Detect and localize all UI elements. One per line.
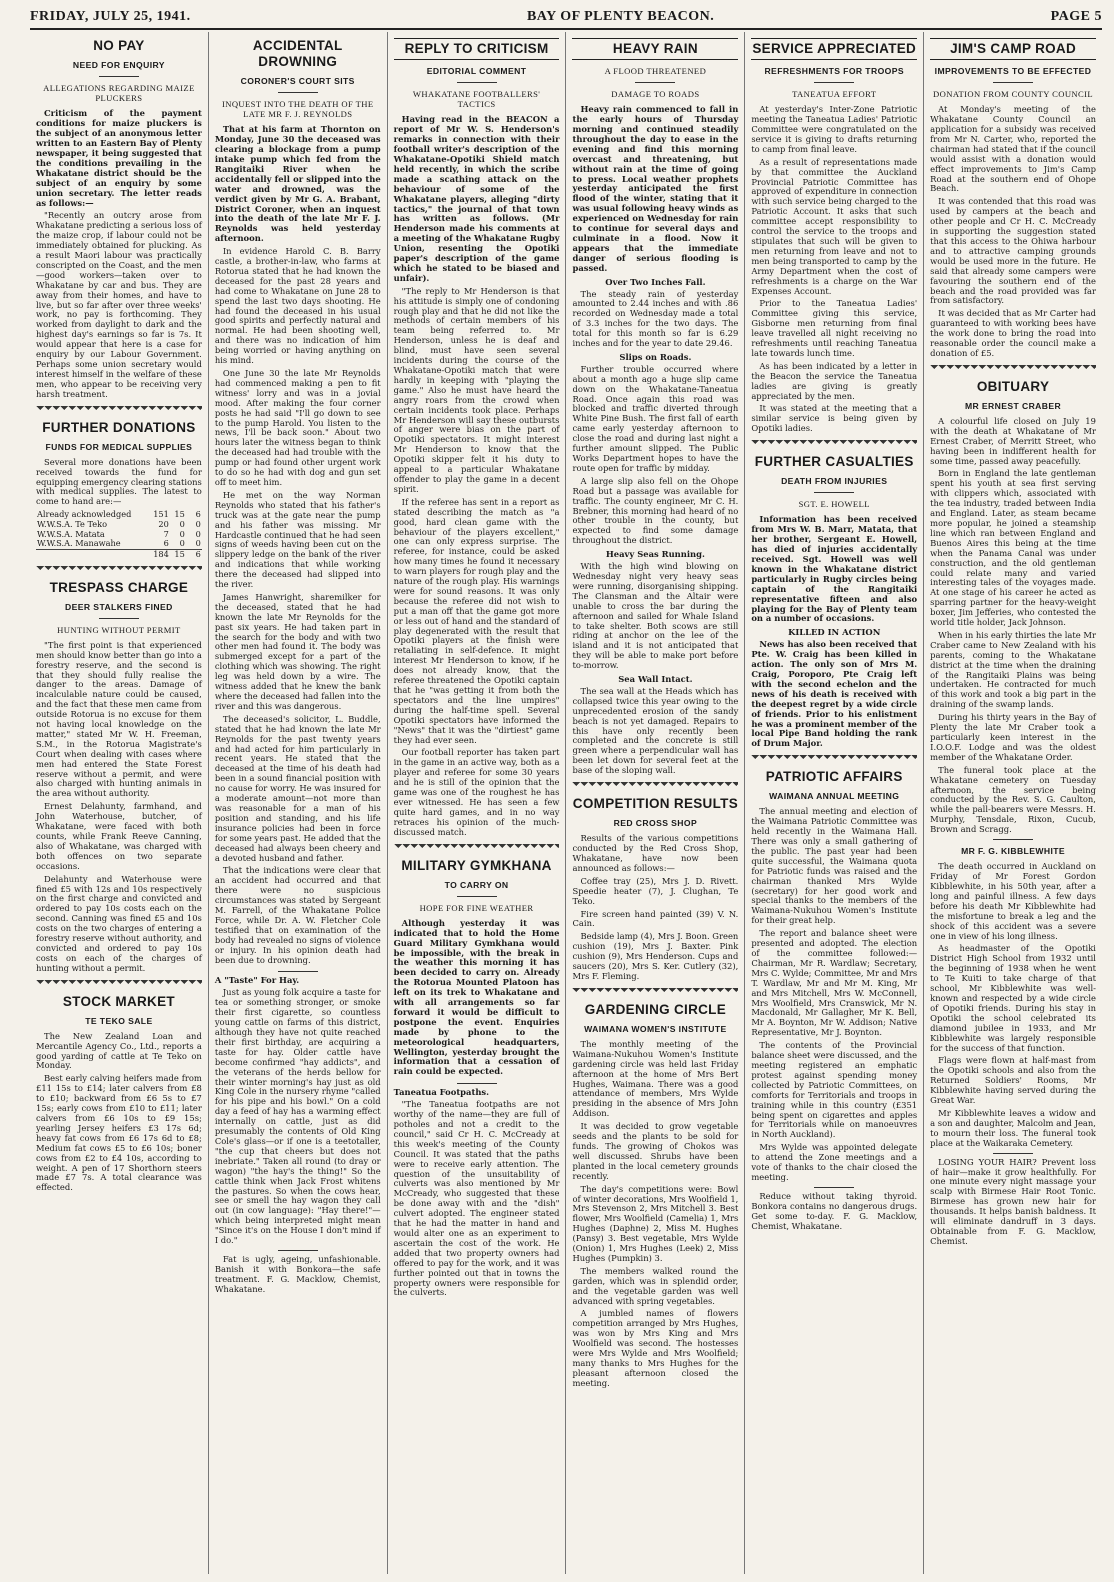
pounds: 151 (153, 509, 169, 520)
subheadline: CORONER'S COURT SITS (240, 75, 355, 86)
zigzag-divider (36, 980, 202, 988)
subheadline: REFRESHMENTS FOR TROOPS (764, 65, 904, 76)
paragraph: The day's competitions were: Bowl of winter decorations, Mrs Woolfield 1, Mrs Stevenson 2, Mrs Mitchell 3. Best flower, Mrs Woolfield (Camelia) 1, Mrs Hughes (Daphne) 2, Miss M. Hughes (Pansy) 3. Best vegetable, Mrs Wylde (Onion) 1, Mrs Hughes (Leek) 2, Miss Hughes (Pumpkin) 3. (572, 1183, 739, 1263)
article-service-appreciated (751, 38, 917, 434)
paragraph: The sea wall at the Heads which has collapsed twice this year owing to the unprecedented erosion of the sandy beach is not yet damaged. Repairs to this have only recently been completed and the concrete is still green where a perpendicular wall has been let down for several feet at the base of the sloping wall. (572, 685, 739, 776)
subheadline: TANEATUA EFFORT (792, 89, 877, 100)
article-jims-camp-road (930, 38, 1096, 359)
paragraph: Prior to the Taneatua Ladies' Committee giving this service, Gisborne men returning from final leave travelled all night receiving no refreshments until reaching Taneatua late towards lunch time. (751, 298, 918, 358)
headline: OBITUARY (976, 378, 1050, 394)
paragraph: "The reply to Mr Henderson is that his attitude is simply one of condoning rough play and that he did not like the methods of certain members of his team being referred to. Mr Henderson, unless he is deaf and blind, must have seen several incidents during the course of the Whakatane-Opotiki match that were hardly in keeping with "playing the game." Also he must have heard the angry roars from the crowd when certain incidents took place. Perhaps Mr Henderson will say these outbursts of anger were bias on the part of Opotiki spectators. It might interest Mr Henderson to know that the Opotiki skipper felt it his duty to appeal to a particular Whakatane offender to play the game in a decent spirit. (393, 285, 560, 494)
divider (457, 896, 497, 897)
subheadline: HOPE FOR FINE WEATHER (419, 902, 534, 913)
paragraph: Results of the various competitions conducted by the Red Cross Shop, Whakatane, have now been announced as follows:— (572, 833, 739, 873)
headline: MILITARY GYMKHANA (401, 857, 552, 873)
divider (993, 1153, 1033, 1154)
divider (278, 92, 318, 93)
subheadline: INQUEST INTO THE DEATH OF THE LATE MR F. J. REYNOLDS (221, 98, 374, 120)
headline: REPLY TO CRITICISM (394, 38, 560, 60)
headline: COMPETITION RESULTS (572, 796, 738, 812)
paragraph: One June 30 the late Mr Reynolds had commenced making a pen to fit witness' lorry and was in a jovial mood. After making the four corner posts he had said "I'll go down to see to the pump Harold. You listen to the news, I'll be back soon." About two hours later the witness began to think the deceased had had trouble with the pump or had found other urgent work to do so he had with dog and gun set off to meet him. (214, 368, 381, 487)
headline: TRESPASS CHARGE (49, 579, 189, 595)
zigzag-divider (572, 782, 738, 790)
paragraph: Mrs Wylde was appointed delegate to attend the Zone meetings and a vote of thanks to the chair closed the meeting. (751, 1142, 918, 1182)
paragraph: Born in England the late gentleman spent his youth at sea first serving with clippers which, associated with the tea industry, traded between India and England. Later, as steam became more popular, he joined a steamship line which ran between England and Buenos Aires this being at the time when the Panama Canal was under construction, and the old gentleman could relate many and varied interesting tales of the voyages made. At one stage of his career he acted as sparring partner for the heavy-weight boxer, Jim Jefferies, who contested the world title holder, Jack Johnson. (930, 468, 1096, 628)
paragraph: It was decided to grow vegetable seeds and the plants to be sold for funds. The growing of Chokos was well discussed. Shrubs have been planted in the local cemetery grounds recently. (572, 1121, 739, 1181)
row-label: W.W.S.A. Te Teko (37, 518, 108, 529)
paragraph: In evidence Harold C. B. Barry castle, a brother-in-law, who farms at Rotorua stated that he had known the deceased for the past 28 years and had come to Whakatane on June 28 to spend the last two days shooting. He had found the deceased in his usual good spirits and perfectly natural and normal. He had been shooting well, and there was no indication of him being worried or having anything on his mind. (214, 246, 381, 366)
subheadline: EDITORIAL COMMENT (426, 65, 527, 76)
article-stock-market (36, 994, 202, 1194)
section-heading: Over Two Inches Fall. (605, 276, 706, 287)
subheadline: WAIMANA WOMEN'S INSTITUTE (584, 1023, 727, 1034)
paragraph: Best early calving heifers made from £11 15s to £14; later calvers from £8 to £10; backward from £6 5s to £7 15s; early cows from £10 to £11; later calvers from £6 10s to £9 15s; yearling Jersey heifers £3 17s 6d; heavy fat cows from £6 17s 6d to £8; Medium fat cows £5 to £6 10s; boner cows from £2 to £4 10s, according to weight. A pen of 17 Shorthorn steers made £7 7s. A total clearance was effected. (36, 1073, 202, 1193)
subheadline: DONATION FROM COUNTY COUNCIL (933, 89, 1094, 100)
article-gardening-circle (572, 1002, 738, 1389)
paragraph: Fire screen hand painted (39) V. N. Cain. (572, 908, 739, 929)
masthead-date: FRIDAY, JULY 25, 1941. (30, 9, 191, 24)
paragraph: Heavy rain commenced to fall in the early hours of Thursday morning and continued steadily throughout the day to ease in the evening and find this morning overcast and threatening, but without rain at the time of going to press. Local weather prophets yesterday anticipated the first flood of the winter, stating that it was usual following heavy winds as experienced on Wednesday for rain to continue for several days and culminate in a flood. Now it appears that the immediate danger of serious flooding is passed. (572, 104, 739, 273)
paragraph: Coffee tray (25), Mrs J. D. Rivett. Speedie heater (7), J. Clughan, Te Teko. (572, 875, 739, 906)
paragraph: The death occurred in Auckland on Friday of Mr Forest Gordon Kibblewhite, in his 50th year, after a long and painful illness. A few days before his death Mr Kibblewhite had the misfortune to break a leg and the shock of this accident was a severe one in view of his long illness. (930, 861, 1096, 941)
subheadline: NEED FOR ENQUIRY (72, 59, 165, 70)
subheadline: DEATH FROM INJURIES (781, 476, 888, 487)
paragraph: "Recently an outcry arose from Whakatane predicting a serious loss of the maize crop, if labour could not be immediately obtained for plucking. As a result Maori labour was practically conscripted on the Coast, and the men—good workers—taken over to Whakatane by car and bus. They are away from their homes, and have to live, but so far after over three weeks' work, no pay is forthcoming. They worked from daylight to dark and the highest day's earnings so far is 7s. It would appear that here is a case for enquiry by our Labour Government. Perhaps some union secretary would interest himself in the welfare of these men, who appear to be receiving very harsh treatment. (36, 210, 202, 399)
column-1 (30, 32, 209, 1574)
headline: ACCIDENTAL DROWNING (252, 38, 343, 69)
divider (814, 82, 854, 83)
section-title: A "Taste" For Hay. (214, 975, 300, 986)
subheadline: RED CROSS SHOP (613, 818, 698, 829)
zigzag-divider (394, 844, 560, 852)
subheadline: MR ERNEST CRABER (964, 400, 1062, 411)
table-total-row (36, 549, 202, 559)
paragraph: "The first point is that experienced men should know better than go into a forestry reserve, and the second is that they should fully realise the danger to the areas. Damage of incalculable nature could be caused, and the fact that these men came from outside Rotorua is no excuse for them not having local knowledge on the matter," stated Mr W. H. Freeman, S.M., in the Rotorua Magistrate's Court when dealing with cases where men had entered the State Forest reserve without a permit, and were also charged with hunting animals in the area without authority. (36, 639, 202, 799)
paragraph: It was decided that as Mr Carter had guaranteed to with working bees have the work done to bring the road into reasonable order the council make a donation of £5. (930, 308, 1096, 358)
row-label: W.W.S.A. Matata (37, 528, 105, 539)
subheadline: WHAKATANE FOOTBALLERS' TACTICS (412, 89, 541, 110)
article-further-casualties (751, 454, 917, 749)
masthead-page: PAGE 5 (1050, 9, 1102, 24)
subheadline: IMPROVEMENTS TO BE EFFECTED (934, 65, 1092, 76)
zigzag-divider (36, 566, 202, 574)
paragraph: James Hanwright, sharemilker for the deceased, stated that he had known the late Mr Reynolds for the past six years. He had taken part in the search for the body and with two other men had found it. The body was submerged except for a part of the clothing which was showing. The right leg was held down by a wire. The witness added that he knew the bank where the deceased had fallen into the river and this was dangerous. (214, 591, 381, 711)
divider (278, 1250, 318, 1251)
article-heavy-rain (572, 38, 738, 776)
paragraph: At yesterday's Inter-Zone Patriotic meeting the Taneatua Ladies' Patriotic Committee were congratulated on the service it is giving to drafts returning to camp from final leave. (751, 104, 918, 154)
paragraph: If the referee has sent in a report as stated describing the match as "a good, hard clean game with the behaviour of the players excellent," one can only express surprise. The referee, for instance, could be asked how many times he found it necessary to warn players for rough play and the nature of the rough play. His warnings were for sound reasons. It was only because the referee did not wish to put a man off that the game got more or less out of hand and the standard of play degenerated with the result that Opotiki players at the finish were retaliating in self-defence. It might interest Mr Henderson to know, if he does not already know, that the referee threatened the Opotiki captain that he "was getting it from both the spectators and the line umpires" during the half-time spell. Several Opotiki spectators have informed the "News" that it was the "dirtiest" game they had ever seen. (393, 496, 560, 745)
pounds: 6 (163, 538, 169, 549)
paragraph: The contents of the Provincial balance sheet were discussed, and the meeting registered an emphatic protest against spending money collected by Patriotic Committees, on comforts for Territorials and troops in training while in this country (£351 being spent on cigarettes and apples for Territorials while on manoeuvres in North Auckland). (751, 1040, 918, 1140)
divider (993, 82, 1033, 83)
paragraph: Mr Kibblewhite leaves a widow and a son and daughter, Malcolm and Jean, to mourn their loss. The funeral took place at the Waikaraka Cemetery. (930, 1107, 1096, 1148)
divider (278, 971, 318, 972)
paragraph: Ernest Delahunty, farmhand, and John Waterhouse, butcher, of Whakatane, were faced with both counts, while Frank Reeve Canning, also of Whakatane, was charged with both offences on two separate occasions. (36, 801, 202, 871)
column-2 (209, 32, 388, 1574)
article-military-gymkhana (394, 858, 560, 1078)
paragraph: As headmaster of the Opotiki District High School from 1932 until the beginning of 1938 when he went to Te Kuiti to take charge of that school, Mr Kibblewhite was well-known and respected by a wide circle of Opotiki friends. During his stay in Opotiki the school celebrated its diamond jubilee in 1933, and Mr Kibblewhite was largely responsible for the success of that function. (930, 943, 1096, 1053)
paragraph: At Monday's meeting of the Whakatane County Council an application for a subsidy was received from Mr N. Carter, who, reported the chairman had stated that if the council would assist with a donation would effect improvements to Jim's Camp Road at the southern end of Ohope Beach. (930, 104, 1096, 194)
paragraph: It was contended that this road was used by campers at the beach and other people and Cr H. C. McCready in supporting the suggestion stated that this access to the Ohiwa harbour and to attractive camping grounds would be used more in the future. He said that already some campers were favouring the southern end of the beach and the road provided was far from satisfactory. (930, 196, 1096, 306)
subheadline: A FLOOD THREATENED (604, 65, 707, 76)
paragraph: The steady rain of yesterday amounted to 2.44 inches and with .86 recorded on Wednesday made a total of 3.3 inches for the two days. The total for this month so far is 6.29 inches and for the year to date 29.46. (572, 288, 739, 349)
divider (635, 82, 675, 83)
zigzag-divider (930, 365, 1096, 373)
section-title: Taneatua Footpaths. (393, 1087, 490, 1098)
divider (993, 839, 1033, 840)
paragraph: News has also been received that Pte. W. Craig has been killed in action. The only son of Mrs M. Craig, Poroporo, Pte Craig left with the second echelon and the news of his death is received with the deepest regret by a wide circle of friends. Prior to his enlistment he was a prominent member of the local Pipe Band holding the rank of Drum Major. (751, 639, 918, 749)
article-further-donations (36, 420, 202, 560)
masthead (30, 6, 1102, 30)
paragraph: The annual meeting and election of the Waimana Patriotic Committee was held recently in the Waimana Hall. There was only a small gathering of the public. The past year had been quite successful, the Waimana quota for Patriotic funds was raised and the chairman thanked Mrs Wylde (secretary) for her good work and special thanks to the members of the Waimana-Nukuhou Women's Institute for their great help. (751, 806, 918, 926)
paragraph: A colourful life closed on July 19 with the death at Whakatane of Mr Ernest Craber, of Merritt Street, who having been in indifferent health for some time, passed away peacefully. (930, 415, 1096, 466)
paragraph: The report and balance sheet were presented and adopted. The election of the committee followed:—Chairman, Mr R. Wardlaw; Secretary, Mrs C. Wylde; Committee, Mr and Mrs T. Wardlaw, Mr and Mr M. King, Mr and Mrs Mitchell, Mrs W. McConnell, Mrs Woolfield, Mrs Cranswick, Mr N. Macdonald, Mr Gallagher, Mr K. Bell, Mr A. Boynton, Mr W. Addison; Native Representative, Mr J. Boynton. (751, 928, 918, 1038)
paragraph: Bedside lamp (4), Mrs J. Boon. Green cushion (19), Mrs J. Baxter. Pink cushion (9), Mrs Henderson. Cups and saucers (20), Mrs S. Ker. Cutlery (32), Mrs F. Fleming. (572, 931, 739, 981)
pence: 0 (195, 528, 201, 539)
pounds: 20 (158, 518, 169, 529)
advertisement: LOSING YOUR HAIR? Prevent loss of hair—make it grow healthfully. For one minute every night massage your scalp with Birmese Hair Root Tonic. Birmese has grown new hair for thousands. It helps banish baldness. It will eliminate dandruff in 3 days. Obtainable from F. G. Macklow, Chemist. (930, 1156, 1096, 1246)
paragraph: Just as young folk acquire a taste for tea or something stronger, or smoke their first cigarette, so countless young cattle on farms of this district, although they have not quite reached their first birthday, are acquiring a taste for hay. Older cattle have become confirmed "hay addicts", and the veterans of the herds bellow for their winter morning's hay just as old King Cole in the nursery rhyme "called for his pipe and his bowl." On a cold day a feed of hay has a warming effect internally on cattle, just as did presumably the contents of Old King Cole's glass—or if one is a teetotaller, "the cup that cheers but does not inebriate." Taken all round (to dray or wagon) "the hay's the thing!" So the cattle think when Jack Frost whitens the pastures. So when the cows hear, see or smell the hay wagon they call out (in cow language): "Hay there!"—which being interpreted might mean "Since it's on the House I don't mind if I do." (214, 987, 381, 1246)
row-label: Already acknowledged (37, 509, 132, 520)
divider (99, 618, 139, 619)
paragraph: The members walked round the garden, which was in splendid order, and the vegetable garden was well advanced with spring vegetables. (572, 1265, 739, 1306)
paragraph: When in his early thirties the late Mr Craber came to New Zealand with his parents, coming to the Whakatane district at the time when the draining of the Rangitaiki Plains was being undertaken. He contracted for much of this work and took a big part in the draining of the swamp lands. (930, 629, 1096, 710)
divider (99, 76, 139, 77)
headline: FURTHER CASUALTIES (754, 454, 914, 470)
section-heading: Heavy Seas Running. (605, 549, 705, 560)
column-5 (745, 32, 924, 1574)
pounds: 184 (153, 548, 169, 559)
article-taste-for-hay (215, 976, 381, 1294)
masthead-title: BAY OF PLENTY BEACON. (526, 9, 715, 24)
section-heading: KILLED IN ACTION (788, 627, 881, 638)
table-row (36, 539, 202, 549)
paragraph: That the indications were clear that an accident had occurred and that there were no suspicious circumstances was stated by Sergeant M. Farrell, of the Whakatane Police Force, while Dr. A. W. Fletcher Cole testified that on examination of the body had revealed no signs of violence or injury. In his opinion death had been due to drowning. (214, 865, 381, 965)
paragraph: It was stated at the meeting that a similar service is being given by Opotiki ladies. (751, 403, 918, 434)
zigzag-divider (36, 406, 202, 414)
subheadline: TE TEKO SALE (85, 1015, 153, 1026)
headline: FURTHER DONATIONS (42, 419, 196, 435)
paragraph: As has been indicated by a letter in the Beacon the service the Taneatua ladies are giving is greatly appreciated by the men. (751, 360, 918, 401)
column-4 (566, 32, 745, 1574)
pence: 6 (195, 509, 201, 520)
paragraph: A large slip also fell on the Ohope Road but a passage was available for traffic. The county engineer, Mr C. H. Brebner, this morning had heard of no other trouble in the county, but expected to find some damage throughout the district. (572, 475, 739, 546)
subheadline: SGT. E. HOWELL (798, 499, 870, 510)
article-taneatua-footpaths (394, 1088, 560, 1298)
headline: GARDENING CIRCLE (584, 1001, 727, 1017)
article-competition-results (572, 796, 738, 982)
subheadline: WAIMANA ANNUAL MEETING (769, 791, 900, 802)
zigzag-divider (572, 988, 738, 996)
headline: JIM'S CAMP ROAD (930, 38, 1096, 60)
headline: SERVICE APPRECIATED (751, 38, 917, 60)
subheadline: MR F. G. KIBBLEWHITE (961, 846, 1066, 857)
paragraph: With the high wind blowing on Wednesday night very heavy seas were running, disorganising shipping. The Clansman and the Altair were unable to cross the bar during the afternoon and sailed for Whale Island to take shelter. Both scows are still riding at anchor on the lee of the island and it is not anticipated that they will be able to make port before to-morrow. (572, 561, 739, 671)
article-patriotic-affairs (751, 769, 917, 1231)
pence: 0 (195, 538, 201, 549)
subheadline: DEER STALKERS FINED (65, 601, 173, 612)
paragraph: Further trouble occurred where about a month ago a huge slip came down on the Whakatane-Taneatua Road. Once again this road was blocked and traffic diverted through White Pine Bush. The first fall of earth came early yesterday afternoon to close the road and during last night a further amount slipped. The Public Works Department hopes to have the route open for traffic by midday. (572, 363, 739, 473)
paragraph: A jumbled names of flowers competition arranged by Mrs Hughes, was won by Mrs King and Mrs Woolfield was second. The hostesses were Mrs Wylde and Mrs Woolfield; many thanks to Mrs Hughes for the pleasant afternoon closed the meeting. (572, 1308, 739, 1388)
shillings: 0 (179, 528, 185, 539)
headline: HEAVY RAIN (572, 38, 738, 60)
advertisement: Fat is ugly, ageing, unfashionable. Banish it with Bonkora—the safe treatment. F. G. Macklow, Chemist, Whakatane. (214, 1253, 381, 1294)
headline: PATRIOTIC AFFAIRS (765, 769, 903, 785)
subheadline: TO CARRY ON (444, 879, 509, 890)
paragraph: As a result of representations made by that committee the Auckland Provincial Patriotic Committee has approved of expenditure in connection with such service being charged to the Patriotic Account. It asks that such committee accept responsibility to control the service to the troops and stipulates that such will be given to men returning from leave and not to men being transported to camp by the Army Department when the cost of refreshments is a charge on the War Expenses Account. (751, 156, 918, 296)
paragraph: The deceased's solicitor, L. Buddle, stated that he had known the late Mr Reynolds for the past twenty years and had acted for him particularly in recent years. He stated that the deceased at the time of his death had been in a sound financial position with no cause for worry. He was insured for a moderate amount—not more than was reasonable for a man of his position and standing, and his life insurance policies had been in force for some years past. He added that the deceased had always been cheery and a devoted husband and father. (214, 713, 381, 863)
pence: 6 (186, 549, 202, 559)
paragraph: Criticism of the payment conditions for maize pluckers is the subject of an anonymous letter written to an Eastern Bay of Plenty newspaper, it being suggested that the conditions prevailing in the Whakatane district should be the subject of an enquiry by some union secretary. The letter reads as follows:— (36, 108, 202, 208)
shillings: 15 (170, 549, 186, 559)
paragraph: Our football reporter has taken part in the game in an active way, both as a player and referee for some 30 years and he is still of the opinion that the game was one of the roughest he has ever witnessed. He has seen a few quite hard games, and in no way retraces his opinion of the much-discussed match. (393, 747, 560, 837)
paragraph: The New Zealand Loan and Mercantile Agency Co., Ltd., reports a good yarding of cattle at Te Teko on Monday. (36, 1030, 202, 1071)
paragraph: Flags were flown at half-mast from the Opotiki schools and also from the Returned Soldiers' Rooms, Mr Kibblewhite having served during the Great War. (930, 1055, 1096, 1106)
paragraph: He met on the way Norman Reynolds who stated that his father's truck was at the gate near the pump and his father was missing. Mr Hardcastle continued that he had seen signs of weeds having been cut on the slippery ledge on the bank of the river and indications that while working there the deceased had slipped into the river. (214, 489, 381, 590)
article-trespass (36, 580, 202, 974)
columns (30, 32, 1102, 1574)
paragraph: "The Taneatua footpaths are not worthy of the name—they are full of potholes and not a credit to the council," said Cr H. C. McCready at this week's meeting of the County Council. It was stated that the paths were to receive early attention. The question of the unsuitability of culverts was also mentioned by Mr McCready, who suggested that these be done away with and the "dish" culvert adopted. The engineer stated that he had the matter in hand and would alter one as an experiment to ascertain the cost of the work. He added that two property owners had offered to pay for the work, and it was further pointed out that in towns the property owners were responsible for the culverts. (393, 1099, 560, 1298)
paragraph: The funeral took place at the Whakatane cemetery on Tuesday afternoon, the service being conducted by the Rev. S. G. Caulton, while the pall-bearers were Messrs. H. Murphy, Tensdale, Rixon, Cucub, Brown and Scragg. (930, 764, 1096, 835)
divider (814, 1187, 854, 1188)
subheadline: HUNTING WITHOUT PERMIT (57, 624, 181, 635)
paragraph: Although yesterday it was indicated that to hold the Home Guard Military Gymkhana would be impossible, with the break in the weather this morning it has been decided to carry on. Already the Rotorua Mounted Platoon has left on its trek to Whakatane and with all arrangements so far forward it would be difficult to postpone the event. Enquiries made by phone to the meteorological headquarters, Wellington, yesterday brought the information that a cessation of rain could be expected. (393, 917, 560, 1077)
zigzag-divider (751, 755, 917, 763)
article-no-pay (36, 38, 202, 400)
pounds: 7 (163, 528, 169, 539)
column-6 (924, 32, 1102, 1574)
pence: 0 (195, 518, 201, 529)
paragraph: Having read in the BEACON a report of Mr W. S. Henderson's remarks in connection with their football writer's description of the Whakatane-Opotiki Shield match held recently, in which the scribe made a scathing attack on the behaviour of some of the Whakatane players, alleging "dirty tactics," the journal of that town has written as follows. (Mr Henderson made his comments at a meeting of the Whakatane Rugby Union, resenting the Opotiki paper's description of the game which he stated to be biased and unfair). (393, 114, 560, 283)
headline: STOCK MARKET (62, 993, 175, 1009)
divider (457, 82, 497, 83)
section-heading: Slips on Roads. (619, 351, 692, 362)
paragraph: The monthly meeting of the Waimana-Nukuhou Women's Institute gardening circle was held last Friday afternoon at the home of Mrs Bert Hughes, Waimana. There was a good attendance of members, Mrs Wylde presiding in the absence of Mrs John Addison. (572, 1038, 739, 1119)
shillings: 15 (174, 509, 185, 520)
shillings: 0 (179, 518, 185, 529)
paragraph: During his thirty years in the Bay of Plenty the late Mr Craber took a particularly keen interest in the I.O.O.F. Lodge and was the oldest member of the Whakatane Order. (930, 712, 1096, 762)
column-3 (388, 32, 567, 1574)
zigzag-divider (751, 440, 917, 448)
article-obituary (930, 379, 1096, 1247)
shillings: 0 (179, 538, 185, 549)
subheadline: FUNDS FOR MEDICAL SUPPLIES (45, 441, 193, 452)
headline: NO PAY (93, 38, 145, 53)
row-label: W.W.S.A. Manawahe (37, 538, 121, 549)
subheadline: ALLEGATIONS REGARDING MAIZE PLUCKERS (43, 83, 195, 104)
article-accidental-drowning (215, 38, 381, 965)
paragraph: Delahunty and Waterhouse were fined £5 with 12s and 10s respectively on the first charge and convicted and ordered to pay 10s costs each on the second. Canning was fined £5 and 10s costs on the two charges of entering a forestry reserve without authority, and convicted and ordered to pay 10s costs on each of the charges of hunting without a permit. (36, 873, 202, 973)
donations-table (36, 510, 202, 559)
paragraph: That at his farm at Thornton on Monday, June 30 the deceased was clearing a blockage from a pump intake pump which fed from the Rangitaiki River when he accidentally fell or slipped into the water and drowned, was the verdict given by Mr G. A. Brabant, District Coroner, when an inquest into the death of the late Mr F. J. Reynolds was held yesterday afternoon. (214, 124, 381, 244)
paragraph: Information has been received from Mrs W. B. Marr, Matata, that her brother, Sergeant E. Howell, has died of injuries accidentally received. Sgt. Howell was well known in the Whakatane district particularly in Rugby circles being captain of the Rangitaiki representative fifteen and also playing for the Bay of Plenty team on a number of occasions. (751, 514, 918, 624)
paragraph: Several more donations have been received towards the fund for equipping emergency clearing stations with medical supplies. The latest to come to hand are:— (36, 456, 202, 507)
article-reply-to-criticism (394, 38, 560, 838)
section-heading: Sea Wall Intact. (618, 674, 693, 685)
divider (457, 1083, 497, 1084)
divider (814, 492, 854, 493)
subheadline: DAMAGE TO ROADS (611, 89, 700, 100)
advertisement: Reduce without taking thyroid. Bonkora contains no dangerous drugs. Get some to-day. F. G. Macklow, Chemist, Whakatane. (751, 1190, 918, 1231)
